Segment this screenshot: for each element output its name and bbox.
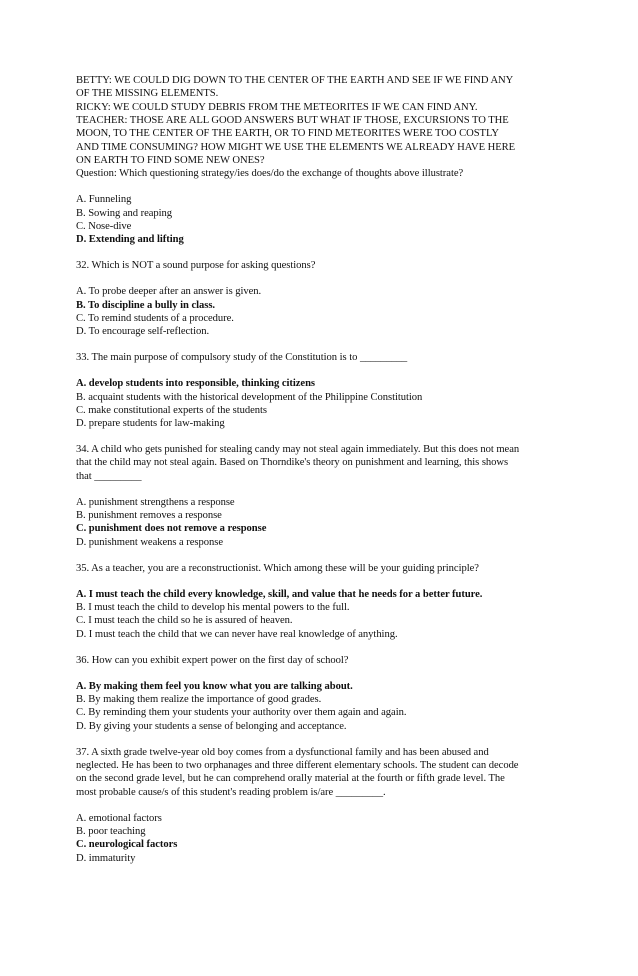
question-33 [76,351,576,430]
choice-a: A. Funneling [76,194,132,206]
choice-a-answer: A. By making them feel you know what you are talking about. [76,680,353,692]
choice-b: B. By making them realize the importance of good grades. [76,693,322,705]
choice-c: C. To remind students of a procedure. [76,312,234,324]
choice-b-answer: B. To discipline a bully in class. [76,299,216,311]
question-text: 35. As a teacher, you are a reconstructionist. Which among these will be your guiding principle? [76,562,479,574]
choice-c: C. make constitutional experts of the students [76,404,268,416]
choice-a: A. punishment strengthens a response [76,496,235,508]
choice-c: C. Nose-dive [76,221,132,233]
choice-a: A. emotional factors [76,812,162,824]
question-34 [76,443,576,549]
choice-d: D. I must teach the child that we can never have real knowledge of anything. [76,628,398,640]
choice-d: D. prepare students for law-making [76,418,225,430]
question-text: most probable cause/s of this student's reading problem is/are _________. [76,786,386,798]
spacer [76,483,576,496]
dialogue-line: OF THE MISSING ELEMENTS. [76,88,219,100]
question-text: that _________ [76,470,142,482]
dialogue-block [76,74,576,181]
spacer [76,431,576,444]
question-text: 33. The main purpose of compulsory study of the Constitution is to _________ [76,352,408,364]
dialogue-line: RICKY: WE COULD STUDY DEBRIS FROM THE METEORITES IF WE CAN FIND ANY. [76,101,478,113]
choice-d-answer: D. Extending and lifting [76,234,184,246]
choice-c-answer: C. neurological factors [76,839,178,851]
spacer [76,273,576,286]
question-text: neglected. He has been to two orphanages and three different elementary schools. The student can decode [76,759,519,771]
dialogue-line: AND TIME CONSUMING? HOW MIGHT WE USE THE ELEMENTS WE ALREADY HAVE HERE [76,141,516,153]
choices-q31 [76,193,576,246]
dialogue-line: TEACHER: THOSE ARE ALL GOOD ANSWERS BUT WHAT IF THOSE, EXCURSIONS TO THE [76,115,509,127]
choice-b: B. acquaint students with the historical development of the Philippine Constitution [76,391,423,403]
spacer [76,339,576,352]
choice-d: D. To encourage self-reflection. [76,326,210,338]
question-text: that the child may not steal again. Based on Thorndike's theory on punishment and learning, this shows [76,457,509,469]
spacer [76,365,576,378]
question-text: 34. A child who gets punished for stealing candy may not steal again immediately. But this does not mean [76,444,520,456]
choice-c: C. By reminding them your students your authority over them again and again. [76,707,407,719]
page-content [76,74,576,865]
question-text: 37. A sixth grade twelve-year old boy comes from a dysfunctional family and has been abused and [76,746,489,758]
spacer [76,667,576,680]
question-35 [76,562,576,641]
question-36 [76,654,576,733]
spacer [76,247,576,260]
question-text: 36. How can you exhibit expert power on the first day of school? [76,654,349,666]
choice-d: D. By giving your students a sense of belonging and acceptance. [76,720,347,732]
spacer [76,799,576,812]
question-text: Question: Which questioning strategy/ies does/do the exchange of thoughts above illustrate? [76,168,464,180]
choice-b: B. I must teach the child to develop his mental powers to the full. [76,602,350,613]
dialogue-line: BETTY: WE COULD DIG DOWN TO THE CENTER OF THE EARTH AND SEE IF WE FIND ANY [76,75,514,86]
choice-c-answer: C. punishment does not remove a response [76,523,267,535]
choice-b: B. Sowing and reaping [76,207,173,219]
choice-a: A. To probe deeper after an answer is given. [76,286,262,298]
dialogue-line: MOON, TO THE CENTER OF THE EARTH, OR TO FIND METEORITES WERE TOO COSTLY [76,128,499,140]
question-text: on the second grade level, but he can comprehend orally material at the fourth or fifth grade level. The [76,773,505,785]
choice-c: C. I must teach the child so he is assured of heaven. [76,615,293,627]
spacer [76,641,576,654]
choice-d: D. punishment weakens a response [76,536,223,548]
question-32 [76,259,576,338]
spacer [76,575,576,588]
choice-d: D. immaturity [76,852,136,864]
spacer [76,733,576,746]
spacer [76,549,576,562]
choice-b: B. poor teaching [76,825,146,837]
choice-a-answer: A. I must teach the child every knowledge, skill, and value that he needs for a better future. [76,588,483,600]
question-text: 32. Which is NOT a sound purpose for asking questions? [76,260,316,272]
choice-b: B. punishment removes a response [76,510,222,522]
spacer [76,181,576,194]
question-37 [76,746,576,865]
dialogue-line: ON EARTH TO FIND SOME NEW ONES? [76,155,265,167]
choice-a-answer: A. develop students into responsible, thinking citizens [76,378,315,390]
